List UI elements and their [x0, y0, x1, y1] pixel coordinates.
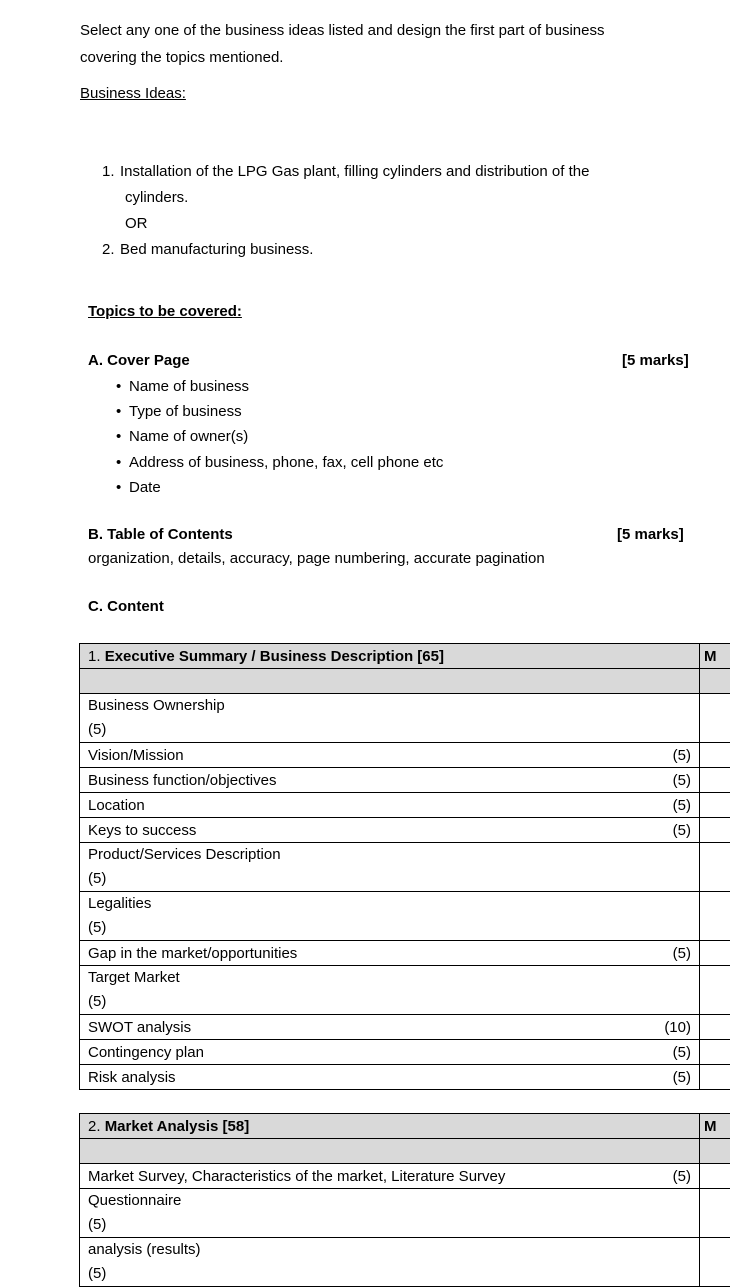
marks-column-header: M — [700, 644, 730, 669]
table-row: Risk analysis (5) — [80, 1065, 730, 1090]
table-header-row — [80, 1114, 730, 1139]
marks-column-header: M — [700, 1114, 730, 1139]
business-ideas-heading: Business Ideas: — [80, 85, 186, 102]
table-blank-row — [80, 1139, 730, 1164]
table-row: Target Market (5) — [80, 966, 730, 1015]
executive-summary-table — [79, 643, 730, 1090]
table-row: analysis (results) (5) — [80, 1238, 730, 1287]
idea-or: OR — [125, 215, 148, 232]
idea-number: 2. — [102, 241, 115, 258]
table-row: Market Survey, Characteristics of the market, Literature Survey (5) — [80, 1164, 730, 1189]
list-item: • Name of owner(s) — [116, 424, 443, 449]
table-blank-row — [80, 669, 730, 694]
section-a-title: A. Cover Page — [88, 352, 190, 369]
table-row: Product/Services Description (5) — [80, 843, 730, 892]
topics-heading: Topics to be covered: — [88, 303, 242, 320]
idea-text: Bed manufacturing business. — [120, 241, 314, 258]
section-b-title: B. Table of Contents — [88, 526, 233, 543]
cover-page-items — [116, 374, 443, 500]
table-header-row — [80, 644, 730, 669]
list-item: • Date — [116, 475, 443, 500]
table-row: Legalities (5) — [80, 892, 730, 941]
idea-item — [102, 159, 642, 185]
section-a-marks: [5 marks] — [622, 352, 689, 369]
section-b-marks: [5 marks] — [617, 526, 684, 543]
table-header: 2. Market Analysis [58] — [80, 1114, 700, 1139]
table-row: Business function/objectives (5) — [80, 768, 730, 793]
bullet-icon: • — [116, 428, 122, 446]
idea-item — [102, 237, 642, 263]
bullet-icon: • — [116, 453, 122, 471]
table-header: 1. Executive Summary / Business Description [65] — [80, 644, 700, 669]
table-row: Location (5) — [80, 793, 730, 818]
intro-text: Select any one of the business ideas listed and design the first part of business covering the topics mentioned. — [80, 22, 605, 66]
idea-number: 1. — [102, 163, 115, 180]
section-b-description: organization, details, accuracy, page numbering, accurate pagination — [88, 550, 545, 567]
bullet-icon: • — [116, 403, 122, 421]
market-analysis-table — [79, 1113, 730, 1287]
business-ideas-list — [102, 159, 642, 263]
table-row: Vision/Mission (5) — [80, 743, 730, 768]
table-title: Market Analysis [58] — [104, 1117, 250, 1135]
list-item: • Name of business — [116, 374, 443, 399]
list-item: • Type of business — [116, 399, 443, 424]
table-row: Contingency plan (5) — [80, 1040, 730, 1065]
table-row: Business Ownership (5) — [80, 694, 730, 743]
section-c-title: C. Content — [88, 598, 164, 615]
table-row: SWOT analysis (10) — [80, 1015, 730, 1040]
table-row: Gap in the market/opportunities (5) — [80, 941, 730, 966]
bullet-icon: • — [116, 478, 122, 496]
list-item: • Address of business, phone, fax, cell phone etc — [116, 450, 443, 475]
table-row: Questionnaire (5) — [80, 1189, 730, 1238]
table-title: Executive Summary / Business Description [65] — [104, 647, 444, 665]
table-row: Keys to success (5) — [80, 818, 730, 843]
idea-text: Installation of the LPG Gas plant, filling cylinders and distribution of the — [120, 163, 590, 180]
bullet-icon: • — [116, 378, 122, 395]
idea-continuation: cylinders. — [125, 189, 189, 206]
